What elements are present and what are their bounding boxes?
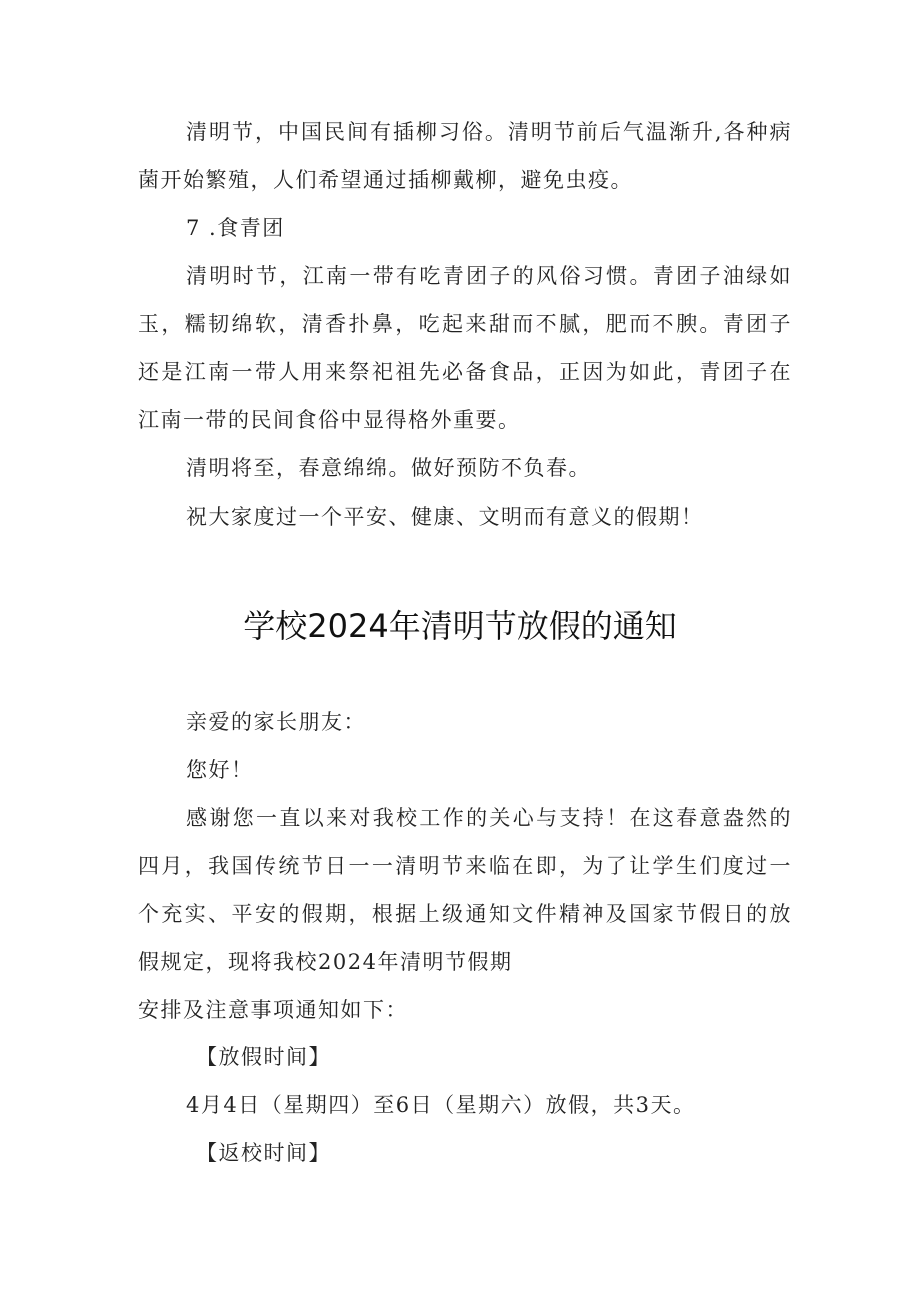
holiday-time-heading: 【放假时间】 bbox=[196, 1045, 331, 1069]
notice-body-line-2: 四月，我国传统节日一一清明节来临在即，为了让学生们度过一 bbox=[138, 854, 792, 878]
paragraph-qingtuan-line-3: 还是江南一带人用来祭祀祖先必备食品，正因为如此，青团子在 bbox=[138, 360, 792, 384]
paragraph-wishes: 祝大家度过一个平安、健康、文明而有意义的假期！ bbox=[186, 505, 704, 529]
holiday-time-text: 4月4日（星期四）至6日（星期六）放假，共3天。 bbox=[186, 1093, 696, 1117]
paragraph-willow-line-2: 菌开始繁殖，人们希望通过插柳戴柳，避免虫疫。 bbox=[138, 168, 633, 192]
return-time-heading: 【返校时间】 bbox=[196, 1141, 331, 1165]
paragraph-qingtuan-line-1: 清明时节，江南一带有吃青团子的风俗习惯。青团子油绿如 bbox=[186, 264, 792, 288]
paragraph-qingtuan-line-2: 玉，糯韧绵软，清香扑鼻，吃起来甜而不腻，肥而不腴。青团子 bbox=[138, 312, 792, 336]
notice-body-line-3: 个充实、平安的假期，根据上级通知文件精神及国家节假日的放 bbox=[138, 902, 792, 926]
paragraph-willow-line-1: 清明节，中国民间有插柳习俗。清明节前后气温渐升,各种病 bbox=[186, 120, 792, 144]
notice-body-line-5: 安排及注意事项通知如下： bbox=[138, 998, 408, 1022]
greeting: 亲爱的家长朋友： bbox=[186, 710, 366, 734]
section-heading-qingtuan: 7 .食青团 bbox=[186, 216, 285, 240]
paragraph-qingtuan-line-4: 江南一带的民间食俗中显得格外重要。 bbox=[138, 408, 521, 432]
hello: 您好！ bbox=[186, 758, 254, 782]
notice-body-line-4: 假规定，现将我校2024年清明节假期 bbox=[138, 950, 513, 974]
notice-title: 学校2024年清明节放假的通知 bbox=[243, 607, 677, 645]
paragraph-spring: 清明将至，春意绵绵。做好预防不负春。 bbox=[186, 456, 591, 480]
notice-body-line-1: 感谢您一直以来对我校工作的关心与支持！在这春意盎然的 bbox=[186, 806, 792, 830]
